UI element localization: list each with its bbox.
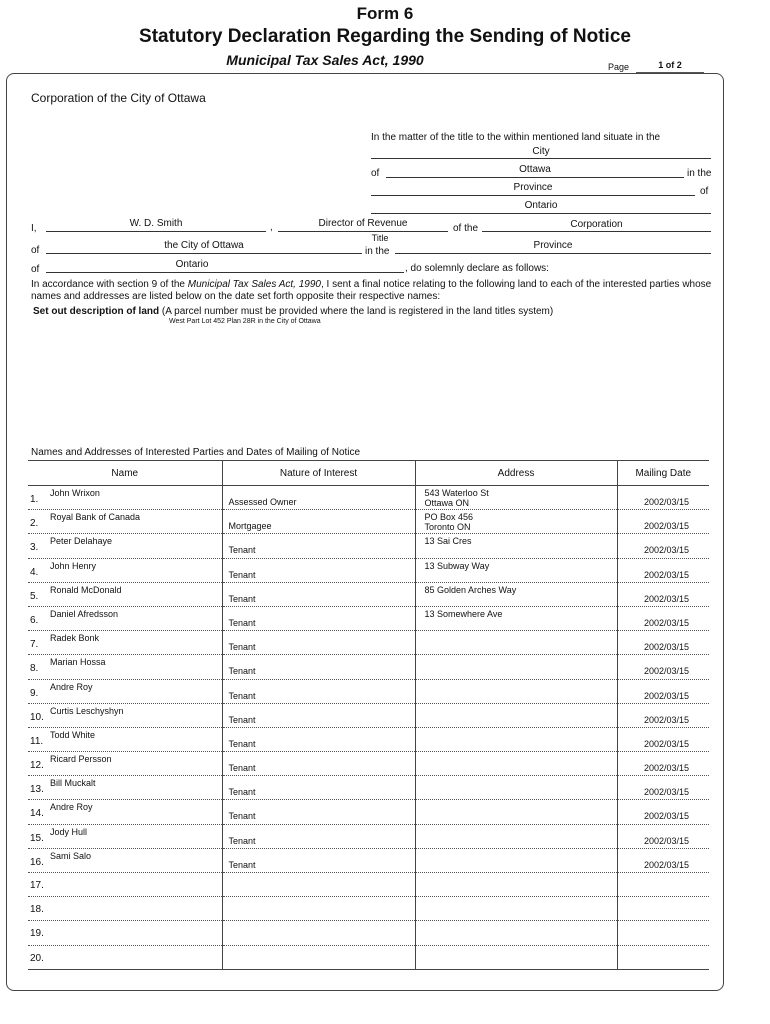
name-cell[interactable] bbox=[28, 873, 222, 897]
row-number: 12. bbox=[30, 760, 44, 772]
party-address bbox=[425, 585, 517, 595]
mailing-date: 2002/03/15 bbox=[643, 593, 689, 604]
matter-type1-line bbox=[371, 158, 711, 159]
address-cell[interactable] bbox=[415, 848, 617, 872]
mailing-date: 2002/03/15 bbox=[643, 738, 689, 749]
statement-part2: , I sent a final notice relating to the following land to each of the interested parties whose names and addresses are listed below on the date set forth opposite their respective names: bbox=[31, 279, 712, 302]
interest-cell[interactable] bbox=[222, 679, 415, 703]
date-cell[interactable] bbox=[617, 679, 709, 703]
party-address bbox=[425, 488, 489, 508]
row-number: 5. bbox=[30, 590, 39, 602]
declarant-title[interactable]: Director of Revenue bbox=[318, 218, 408, 229]
table-row bbox=[28, 631, 709, 655]
interest-cell[interactable] bbox=[222, 534, 415, 558]
date-cell[interactable] bbox=[617, 752, 709, 776]
comma: , bbox=[270, 222, 273, 233]
table-row bbox=[28, 655, 709, 679]
table-row bbox=[28, 727, 709, 751]
mailing-date: 2002/03/15 bbox=[643, 666, 689, 677]
name-cell[interactable] bbox=[28, 631, 222, 655]
declare-text: , do solemnly declare as follows: bbox=[405, 263, 549, 274]
col-address-header: Address bbox=[415, 461, 617, 486]
party-interest: Assessed Owner bbox=[228, 497, 297, 507]
date-cell[interactable] bbox=[617, 727, 709, 751]
form-number: Form 6 bbox=[356, 4, 414, 23]
date-cell[interactable] bbox=[617, 824, 709, 848]
mailing-date: 2002/03/15 bbox=[643, 545, 689, 556]
party-name: John Henry bbox=[50, 560, 97, 571]
matter-in-the-label: in the bbox=[687, 168, 712, 179]
interest-cell[interactable] bbox=[222, 631, 415, 655]
party-address bbox=[425, 536, 472, 546]
party-interest: Tenant bbox=[228, 714, 256, 725]
party-interest: Tenant bbox=[228, 835, 256, 846]
corporation-name: Corporation of the City of Ottawa bbox=[31, 91, 206, 105]
region-type[interactable]: Province bbox=[533, 240, 573, 251]
party-name: Andre Roy bbox=[50, 802, 93, 813]
interest-cell[interactable] bbox=[222, 703, 415, 727]
row-number: 6. bbox=[30, 614, 39, 626]
name-cell[interactable] bbox=[28, 848, 222, 872]
date-cell[interactable] bbox=[617, 534, 709, 558]
i-label: I, bbox=[31, 223, 37, 234]
declarant-name[interactable]: W. D. Smith bbox=[129, 218, 183, 229]
name-cell[interactable] bbox=[28, 727, 222, 751]
party-name: John Wrixon bbox=[50, 488, 100, 498]
declarant-title-line bbox=[278, 231, 448, 232]
parties-caption: Names and Addresses of Interested Parties and Dates of Mailing of Notice bbox=[31, 447, 361, 458]
org-type-line bbox=[482, 231, 711, 232]
table-header bbox=[28, 461, 709, 486]
col-date-header: Mailing Date bbox=[617, 461, 709, 486]
party-interest: Tenant bbox=[228, 787, 256, 798]
org-type[interactable]: Corporation bbox=[570, 219, 623, 230]
party-name: Ronald McDonald bbox=[50, 584, 122, 595]
name-cell[interactable] bbox=[28, 897, 222, 921]
date-cell[interactable] bbox=[617, 655, 709, 679]
interest-cell[interactable] bbox=[222, 582, 415, 606]
land-heading bbox=[33, 306, 553, 317]
address-cell[interactable] bbox=[415, 606, 617, 630]
party-name: Andre Roy bbox=[50, 681, 93, 692]
matter-name2-line bbox=[371, 213, 711, 214]
date-cell[interactable] bbox=[617, 510, 709, 534]
mailing-date: 2002/03/15 bbox=[643, 811, 689, 822]
name-cell[interactable] bbox=[28, 486, 222, 510]
name-cell[interactable] bbox=[28, 558, 222, 582]
name-cell[interactable] bbox=[28, 800, 222, 824]
party-interest: Tenant bbox=[228, 545, 256, 556]
party-interest: Tenant bbox=[228, 859, 256, 870]
of-label: of bbox=[31, 245, 40, 256]
address-cell[interactable] bbox=[415, 727, 617, 751]
interest-cell[interactable] bbox=[222, 752, 415, 776]
name-cell[interactable] bbox=[28, 824, 222, 848]
address-cell[interactable] bbox=[415, 800, 617, 824]
mailing-date: 2002/03/15 bbox=[643, 569, 689, 580]
table-row bbox=[28, 897, 709, 921]
table-row bbox=[28, 921, 709, 945]
table-row bbox=[28, 534, 709, 558]
act-name: Municipal Tax Sales Act, 1990 bbox=[226, 52, 424, 68]
party-interest: Tenant bbox=[228, 666, 256, 677]
address-cell[interactable] bbox=[415, 486, 617, 510]
party-interest: Tenant bbox=[228, 593, 256, 604]
interest-cell[interactable] bbox=[222, 848, 415, 872]
table-row bbox=[28, 703, 709, 727]
row-number: 8. bbox=[30, 663, 39, 675]
party-interest: Tenant bbox=[228, 738, 256, 749]
address-line-1: PO Box 456 bbox=[424, 512, 474, 523]
address-cell[interactable] bbox=[415, 655, 617, 679]
party-name: Todd White bbox=[50, 729, 96, 740]
interest-cell[interactable] bbox=[222, 510, 415, 534]
address-line-2: Toronto ON bbox=[424, 522, 471, 533]
date-cell[interactable] bbox=[617, 921, 709, 945]
address-line-1: 13 Subway Way bbox=[424, 560, 490, 571]
address-line-2: Ottawa ON bbox=[424, 498, 470, 508]
interest-cell[interactable] bbox=[222, 824, 415, 848]
party-name: Sami Salo bbox=[50, 850, 92, 861]
table-row bbox=[28, 848, 709, 872]
address-cell[interactable] bbox=[415, 703, 617, 727]
land-heading-bold: Set out description of land bbox=[33, 306, 160, 317]
mailing-date: 2002/03/15 bbox=[643, 617, 689, 628]
land-description[interactable]: West Part Lot 452 Plan 28R in the City of Ottawa bbox=[169, 318, 321, 325]
name-cell[interactable] bbox=[28, 510, 222, 534]
address-line-1: 543 Waterloo St bbox=[424, 488, 489, 498]
parties-table bbox=[28, 460, 709, 970]
interest-cell[interactable] bbox=[222, 897, 415, 921]
address-cell[interactable] bbox=[415, 873, 617, 897]
row-number: 19. bbox=[30, 928, 44, 940]
col-name-header: Name bbox=[28, 461, 222, 486]
matter-of-label2: of bbox=[700, 186, 709, 197]
address-cell[interactable] bbox=[415, 776, 617, 800]
land-heading-note: (A parcel number must be provided where the land is registered in the land titles system) bbox=[159, 306, 554, 317]
party-interest: Tenant bbox=[228, 763, 256, 774]
party-interest: Tenant bbox=[228, 642, 256, 653]
address-cell[interactable] bbox=[415, 945, 617, 969]
party-name: Curtis Leschyshyn bbox=[50, 705, 124, 716]
name-cell[interactable] bbox=[28, 776, 222, 800]
date-cell[interactable] bbox=[617, 897, 709, 921]
municipality-line bbox=[46, 253, 362, 254]
address-cell[interactable] bbox=[415, 534, 617, 558]
name-cell[interactable] bbox=[28, 703, 222, 727]
table-row bbox=[28, 510, 709, 534]
page-label: Page bbox=[608, 62, 630, 72]
title-caption: Title bbox=[371, 233, 389, 243]
address-line-1: 13 Sai Cres bbox=[424, 536, 472, 547]
party-address bbox=[425, 561, 490, 571]
row-number: 3. bbox=[30, 542, 39, 554]
matter-type2-line bbox=[371, 195, 695, 196]
address-cell[interactable] bbox=[415, 752, 617, 776]
row-number: 10. bbox=[30, 711, 44, 723]
interest-cell[interactable] bbox=[222, 921, 415, 945]
name-cell[interactable] bbox=[28, 606, 222, 630]
table-row bbox=[28, 800, 709, 824]
row-number: 1. bbox=[30, 494, 39, 505]
address-cell[interactable] bbox=[415, 897, 617, 921]
interest-cell[interactable] bbox=[222, 945, 415, 969]
date-cell[interactable] bbox=[617, 606, 709, 630]
party-name: Marian Hossa bbox=[50, 657, 106, 668]
row-number: 20. bbox=[30, 952, 44, 964]
interest-cell[interactable] bbox=[222, 873, 415, 897]
table-row bbox=[28, 679, 709, 703]
table-row bbox=[28, 752, 709, 776]
interest-cell[interactable] bbox=[222, 558, 415, 582]
matter-name1[interactable]: Ottawa bbox=[519, 164, 551, 175]
municipality[interactable]: the City of Ottawa bbox=[164, 240, 244, 251]
of-label-2: of bbox=[31, 264, 40, 275]
table-row bbox=[28, 824, 709, 848]
date-cell[interactable] bbox=[617, 873, 709, 897]
party-name: Royal Bank of Canada bbox=[50, 512, 141, 523]
table-row bbox=[28, 776, 709, 800]
col-interest-header: Nature of Interest bbox=[222, 461, 415, 486]
address-cell[interactable] bbox=[415, 921, 617, 945]
party-name: Peter Delahaye bbox=[50, 536, 113, 547]
statement-act: Municipal Tax Sales Act, 1990 bbox=[187, 279, 321, 290]
mailing-date: 2002/03/15 bbox=[643, 859, 689, 870]
row-number: 17. bbox=[30, 880, 44, 891]
name-cell[interactable] bbox=[28, 679, 222, 703]
matter-name1-line bbox=[386, 177, 684, 178]
mailing-date: 2002/03/15 bbox=[643, 690, 689, 701]
party-interest: Tenant bbox=[228, 617, 256, 628]
party-interest: Tenant bbox=[228, 811, 256, 822]
name-cell[interactable] bbox=[28, 655, 222, 679]
row-number: 14. bbox=[30, 808, 44, 820]
interest-cell[interactable] bbox=[222, 655, 415, 679]
statement-part1: In accordance with section 9 of the bbox=[31, 279, 188, 290]
address-line-1: 85 Golden Arches Way bbox=[424, 584, 517, 595]
row-number: 9. bbox=[30, 687, 39, 699]
name-cell[interactable] bbox=[28, 945, 222, 969]
party-name: Daniel Afredsson bbox=[50, 608, 119, 619]
region-line bbox=[46, 272, 404, 273]
in-the-label: in the bbox=[365, 246, 390, 257]
row-number: 7. bbox=[30, 639, 39, 651]
address-cell[interactable] bbox=[415, 582, 617, 606]
date-cell[interactable] bbox=[617, 631, 709, 655]
date-cell[interactable] bbox=[617, 558, 709, 582]
matter-name2[interactable]: Ontario bbox=[524, 200, 558, 211]
date-cell[interactable] bbox=[617, 800, 709, 824]
party-interest: Tenant bbox=[228, 690, 256, 701]
table-row bbox=[28, 945, 709, 969]
name-cell[interactable] bbox=[28, 582, 222, 606]
interest-cell[interactable] bbox=[222, 800, 415, 824]
date-cell[interactable] bbox=[617, 776, 709, 800]
row-number: 4. bbox=[30, 566, 39, 578]
interest-cell[interactable] bbox=[222, 486, 415, 510]
address-cell[interactable] bbox=[415, 824, 617, 848]
name-cell[interactable] bbox=[28, 921, 222, 945]
region-type-line bbox=[395, 253, 711, 254]
party-name: Jody Hull bbox=[50, 826, 88, 837]
party-name: Ricard Persson bbox=[50, 754, 112, 765]
matter-intro: In the matter of the title to the within mentioned land situate in the bbox=[371, 132, 661, 143]
row-number: 2. bbox=[30, 518, 39, 530]
row-number: 13. bbox=[30, 784, 44, 796]
party-address bbox=[425, 512, 474, 532]
page-number[interactable]: 1 of 2 bbox=[636, 60, 704, 73]
date-cell[interactable] bbox=[617, 848, 709, 872]
date-cell[interactable] bbox=[617, 486, 709, 510]
address-cell[interactable] bbox=[415, 679, 617, 703]
interest-cell[interactable] bbox=[222, 606, 415, 630]
mailing-date: 2002/03/15 bbox=[643, 787, 689, 798]
region[interactable]: Ontario bbox=[175, 259, 209, 270]
interest-cell[interactable] bbox=[222, 727, 415, 751]
row-number: 18. bbox=[30, 904, 44, 916]
party-interest: Tenant bbox=[228, 569, 256, 580]
date-cell[interactable] bbox=[617, 945, 709, 969]
mailing-date: 2002/03/15 bbox=[643, 835, 689, 846]
declarant-name-line bbox=[46, 231, 266, 232]
name-cell[interactable] bbox=[28, 534, 222, 558]
name-cell[interactable] bbox=[28, 752, 222, 776]
party-name: Bill Muckalt bbox=[50, 778, 96, 789]
row-number: 16. bbox=[30, 856, 44, 868]
address-cell[interactable] bbox=[415, 558, 617, 582]
of-the-label: of the bbox=[453, 223, 479, 234]
address-cell[interactable] bbox=[415, 631, 617, 655]
party-address bbox=[425, 609, 503, 619]
address-line-1: 13 Somewhere Ave bbox=[424, 608, 503, 619]
table-row bbox=[28, 606, 709, 630]
mailing-date: 2002/03/15 bbox=[643, 521, 689, 532]
table-row bbox=[28, 873, 709, 897]
date-cell[interactable] bbox=[617, 703, 709, 727]
statement-paragraph bbox=[31, 279, 721, 302]
mailing-date: 2002/03/15 bbox=[643, 642, 689, 653]
row-number: 15. bbox=[30, 832, 44, 844]
interest-cell[interactable] bbox=[222, 776, 415, 800]
mailing-date: 2002/03/15 bbox=[643, 497, 689, 507]
address-cell[interactable] bbox=[415, 510, 617, 534]
row-number: 11. bbox=[30, 735, 44, 747]
mailing-date: 2002/03/15 bbox=[643, 763, 689, 774]
mailing-date: 2002/03/15 bbox=[643, 714, 689, 725]
matter-type1[interactable]: City bbox=[532, 146, 550, 157]
table-row bbox=[28, 486, 709, 510]
table-row bbox=[28, 582, 709, 606]
matter-of-label: of bbox=[371, 168, 380, 179]
matter-type2[interactable]: Province bbox=[513, 182, 553, 193]
table-row bbox=[28, 558, 709, 582]
page-title: Statutory Declaration Regarding the Sending of Notice bbox=[139, 26, 631, 47]
party-name: Radek Bonk bbox=[50, 633, 100, 644]
party-interest: Mortgagee bbox=[228, 521, 272, 532]
date-cell[interactable] bbox=[617, 582, 709, 606]
